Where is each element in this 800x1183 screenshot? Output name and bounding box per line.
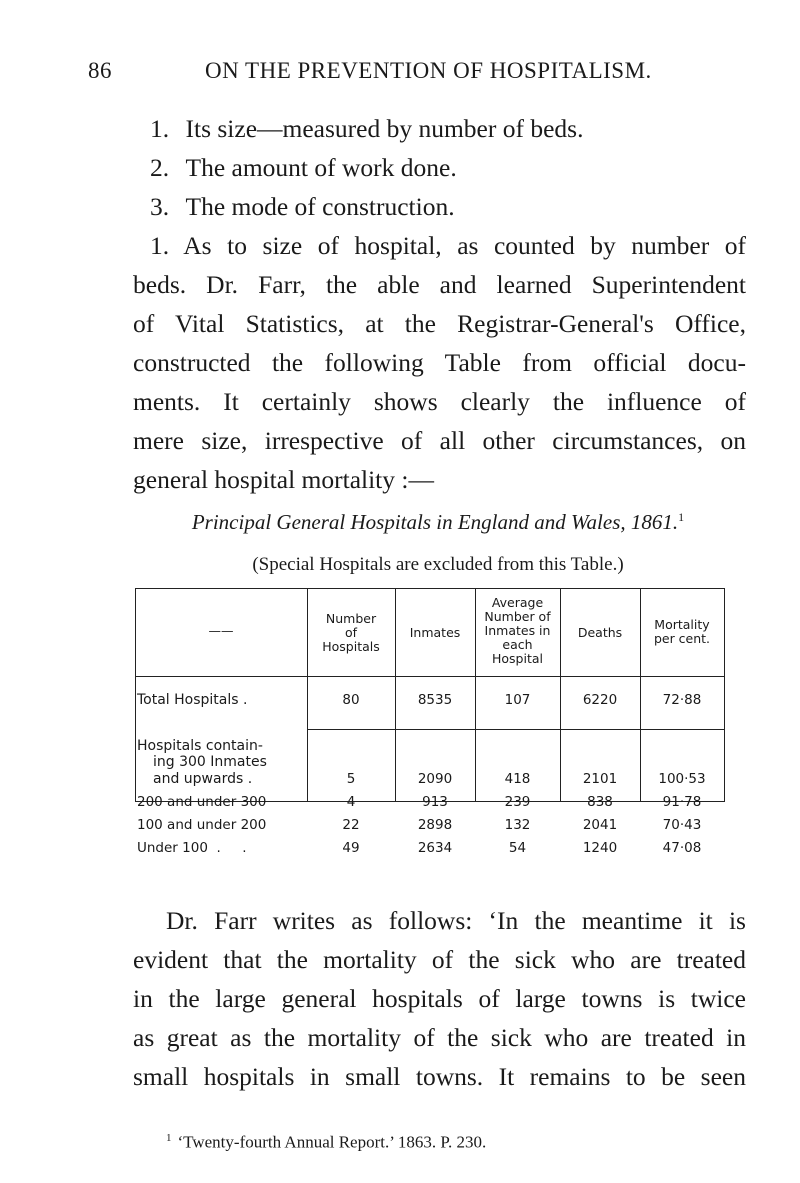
text-line-content: constructed the following Table from official docu- (133, 348, 746, 377)
group-label: Hospitals contain- (137, 738, 263, 754)
header-line: Number (325, 611, 377, 626)
cell-number: 22 (342, 817, 360, 833)
header-line: Hospitals (322, 639, 380, 654)
group-label: ing 300 Inmates (153, 754, 267, 770)
row-label: 100 and under 200 (137, 817, 267, 833)
header-deaths: Deaths (577, 625, 623, 640)
list-item-text: The mode of construction. (185, 192, 455, 221)
cell-average: 239 (504, 794, 531, 810)
cell-average: 54 (508, 840, 527, 856)
cell-inmates: 2634 (417, 840, 453, 856)
header-line: Number of (484, 609, 551, 624)
cell-number: 5 (346, 771, 356, 787)
list-item (150, 192, 455, 222)
text-line-content: 1. As to size of hospital, as counted by number of (150, 231, 746, 260)
header-inmates: Inmates (409, 625, 461, 640)
text-line-content: ments. It certainly shows clearly the influence of (133, 387, 746, 416)
cell-deaths: 838 (587, 794, 613, 810)
caption-text: Principal General Hospitals in England and Wales, 1861. (191, 510, 679, 534)
cell-deaths: 1240 (582, 840, 618, 856)
list-item-number: 2. (150, 153, 170, 182)
text-line-content: general hospital mortality :— (133, 465, 434, 494)
cell-inmates: 2898 (417, 817, 453, 833)
running-title: ON THE PREVENTION OF HOSPITALISM. (205, 58, 652, 83)
cell-mortality: 47·08 (662, 840, 702, 856)
header-line: per cent. (653, 631, 711, 646)
row-label: Under 100 . . (137, 840, 247, 856)
list-item-text: Its size—measured by number of beds. (185, 114, 584, 143)
table-subcaption: (Special Hospitals are excluded from this Table.) (252, 554, 624, 575)
text-line (133, 984, 746, 1014)
text-line-content: beds. Dr. Farr, the able and learned Superintendent (133, 270, 746, 299)
text-line-content: mere size, irrespective of all other circumstances, on (133, 426, 746, 455)
header-average-inmates (475, 596, 560, 666)
cell-average: 418 (504, 771, 531, 787)
cell-deaths: 2041 (582, 817, 618, 833)
text-line (133, 387, 746, 417)
row-label: and upwards . (153, 771, 253, 787)
cell-mortality: 91·78 (662, 794, 702, 810)
cell-inmates: 8535 (417, 692, 453, 708)
table-header-rule (135, 676, 725, 677)
table-left-rule (135, 588, 136, 802)
text-line (166, 906, 746, 936)
text-line (133, 348, 746, 378)
table-top-rule (135, 588, 725, 589)
mortality-table (135, 588, 725, 802)
text-line-content: small hospitals in small towns. It remains to be seen (133, 1062, 746, 1091)
cell-mortality: 70·43 (662, 817, 702, 833)
cell-number: 4 (346, 794, 356, 810)
header-line: Average (491, 595, 544, 610)
footnote-text: ‘Twenty-fourth Annual Report.’ 1863. P. 230. (177, 1132, 487, 1152)
list-item (150, 114, 583, 144)
row-label: Total Hospitals . (137, 692, 248, 708)
text-line (133, 426, 746, 456)
cell-mortality: 72·88 (662, 692, 702, 708)
list-item (150, 153, 457, 183)
text-line-content: evident that the mortality of the sick who are treated (133, 945, 746, 974)
list-item-number: 1. (150, 114, 170, 143)
footnote (166, 1132, 486, 1153)
table-mid-rule (307, 729, 725, 730)
header-number-of-hospitals (307, 612, 395, 654)
text-line (133, 270, 746, 300)
text-line-content: as great as the mortality of the sick who are treated in (133, 1023, 746, 1052)
cell-mortality: 100·53 (658, 771, 706, 787)
header-blank: —— (208, 623, 234, 638)
text-line-content: in the large general hospitals of large towns is twice (133, 984, 746, 1013)
cell-number: 49 (342, 840, 360, 856)
footnote-mark: 1 (678, 510, 685, 524)
text-line-content: of Vital Statistics, at the Registrar-General's Office, (133, 309, 746, 338)
cell-average: 107 (504, 692, 531, 708)
cell-inmates: 2090 (417, 771, 453, 787)
page-number: 86 (88, 58, 112, 83)
text-line (133, 945, 746, 975)
cell-deaths: 6220 (582, 692, 618, 708)
text-line (133, 1062, 746, 1092)
footnote-mark: 1 (166, 1132, 172, 1144)
cell-deaths: 2101 (582, 771, 618, 787)
header-line: Hospital (491, 651, 543, 666)
table-caption (136, 510, 740, 535)
text-line (133, 309, 746, 339)
cell-average: 132 (504, 817, 531, 833)
header-line: each (502, 637, 533, 652)
cell-inmates: 913 (422, 794, 448, 810)
list-item-number: 3. (150, 192, 170, 221)
row-label: 200 and under 300 (137, 794, 267, 810)
table-right-rule (724, 588, 725, 802)
text-line (133, 465, 434, 495)
text-line (133, 1023, 746, 1053)
cell-number: 80 (342, 692, 360, 708)
list-item-text: The amount of work done. (185, 153, 457, 182)
text-line (150, 231, 746, 261)
header-line: Inmates in (484, 623, 551, 638)
header-mortality (640, 618, 724, 646)
header-line: of (344, 625, 358, 640)
header-line: Mortality (654, 617, 710, 632)
text-line-content: Dr. Farr writes as follows: ‘In the meantime it is (166, 906, 746, 935)
